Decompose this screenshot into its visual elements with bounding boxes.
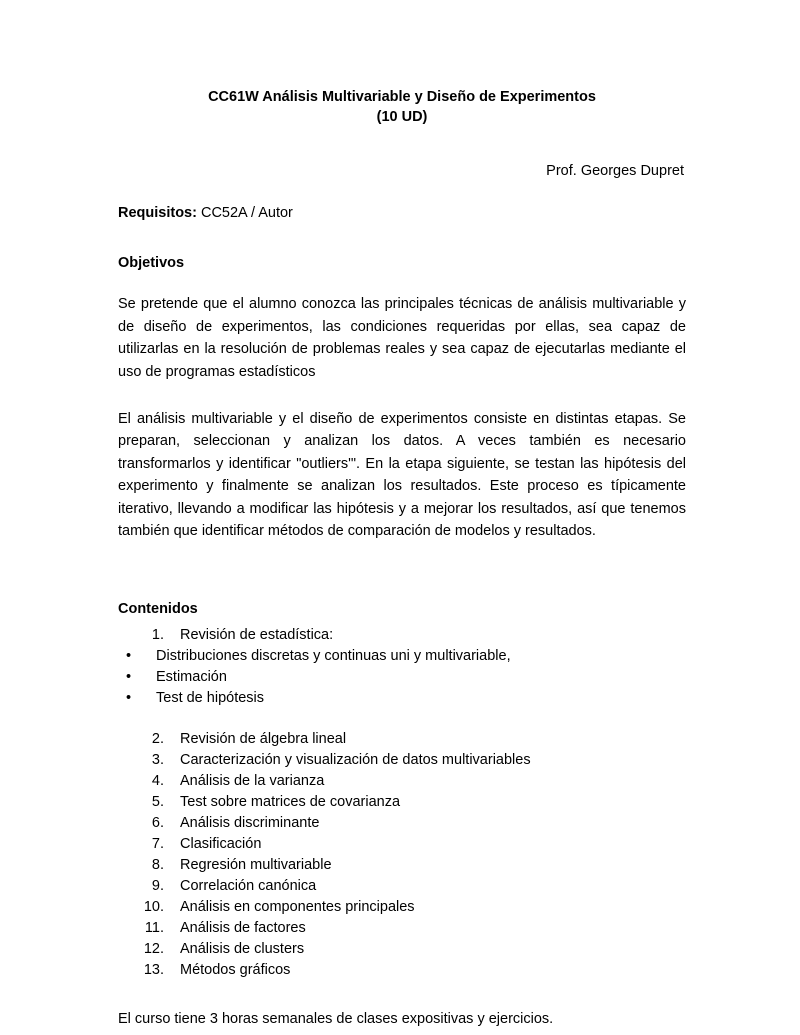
list-item-number: 11. — [144, 920, 164, 937]
list-item-label: Análisis en componentes principales — [180, 899, 415, 915]
list-item-number: 12. — [143, 941, 164, 958]
page-title — [118, 88, 686, 127]
objectives-heading: Objetivos — [118, 255, 185, 272]
list-item — [118, 813, 686, 834]
title-line-2: (10 UD) — [376, 108, 428, 125]
list-item-label: Correlación canónica — [180, 877, 317, 894]
list-item-label: Clasificación — [180, 835, 262, 852]
author-line: Prof. Georges Dupret — [546, 163, 684, 180]
prerequisites-value: CC52A / Autor — [200, 205, 293, 222]
list-item — [118, 667, 686, 688]
list-item — [118, 625, 686, 646]
list-item-label: Análisis discriminante — [180, 814, 320, 831]
bullet-icon: • — [126, 689, 132, 706]
list-item — [118, 855, 686, 876]
list-item — [118, 792, 686, 813]
bullet-icon: • — [126, 647, 132, 664]
list-item-label: Distribuciones discretas y continuas uni y multivariable, — [156, 647, 511, 664]
list-item — [118, 688, 686, 709]
list-item-label: Métodos gráficos — [180, 962, 291, 979]
list-item-number: 1. — [151, 626, 164, 643]
list-item-number: 9. — [151, 877, 164, 894]
list-item-label: Revisión de estadística: — [180, 626, 334, 643]
list-item-label: Test de hipótesis — [156, 689, 265, 706]
list-item — [118, 960, 686, 981]
bullet-icon: • — [126, 668, 132, 685]
list-item-number: 8. — [151, 856, 164, 873]
list-item-label: Análisis de factores — [180, 920, 306, 937]
list-item — [118, 939, 686, 960]
contents-heading: Contenidos — [118, 600, 198, 617]
list-item — [118, 750, 686, 771]
list-item-label: Estimación — [156, 668, 227, 685]
list-item-number: 10. — [143, 899, 164, 915]
closing-paragraph: El curso tiene 3 horas semanales de clases expositivas y ejercicios. — [118, 1011, 554, 1028]
list-item — [118, 897, 686, 918]
list-item-label: Análisis de la varianza — [180, 772, 325, 789]
list-item-number: 2. — [151, 730, 164, 747]
contents-sublist — [118, 646, 686, 709]
list-item — [118, 729, 686, 750]
contents-list-continued — [118, 729, 686, 981]
list-item-label: Regresión multivariable — [180, 856, 332, 873]
objectives-paragraph-1: Se pretende que el alumno conozca las principales técnicas de análisis multivariable y de diseño de experimentos, las condiciones requeridas por ellas, sea capaz de utilizarlas en la resolución de problemas reales y sea capaz de ejecutarlas mediante el uso de programas estadísticos — [118, 296, 686, 380]
list-item-number: 6. — [151, 814, 164, 831]
list-item-label: Caracterización y visualización de datos multivariables — [180, 751, 531, 768]
list-item-label: Revisión de álgebra lineal — [180, 730, 347, 747]
list-item-label: Test sobre matrices de covarianza — [180, 793, 401, 810]
list-item-number: 4. — [151, 772, 164, 789]
list-item — [118, 876, 686, 897]
prerequisites-label: Requisitos: — [118, 205, 197, 222]
list-item — [118, 771, 686, 792]
list-item-number: 3. — [151, 751, 164, 768]
objectives-paragraph-2: El análisis multivariable y el diseño de experimentos consiste en distintas etapas. Se preparan, seleccionan y analizan los datos. A veces también es necesario transformarlos y identificar "outliers'". En la etapa siguiente, se testan las hipótesis del experimento y finalmente se analizan los resultados. Este proceso es típicamente iterativo, llevando a modificar las hipótesis y a mejorar los resultados, así que tenemos también que identificar métodos de comparación de modelos y resultados. — [118, 411, 686, 540]
list-item-number: 7. — [151, 835, 164, 852]
list-item — [118, 834, 686, 855]
title-line-1: CC61W Análisis Multivariable y Diseño de Experimentos — [208, 89, 596, 105]
list-item — [118, 918, 686, 939]
list-item-number: 13. — [143, 962, 164, 979]
list-item-label: Análisis de clusters — [180, 941, 305, 958]
list-item-number: 5. — [151, 793, 164, 810]
contents-list — [118, 625, 686, 646]
prerequisites-line — [118, 205, 686, 221]
list-item — [118, 646, 686, 667]
